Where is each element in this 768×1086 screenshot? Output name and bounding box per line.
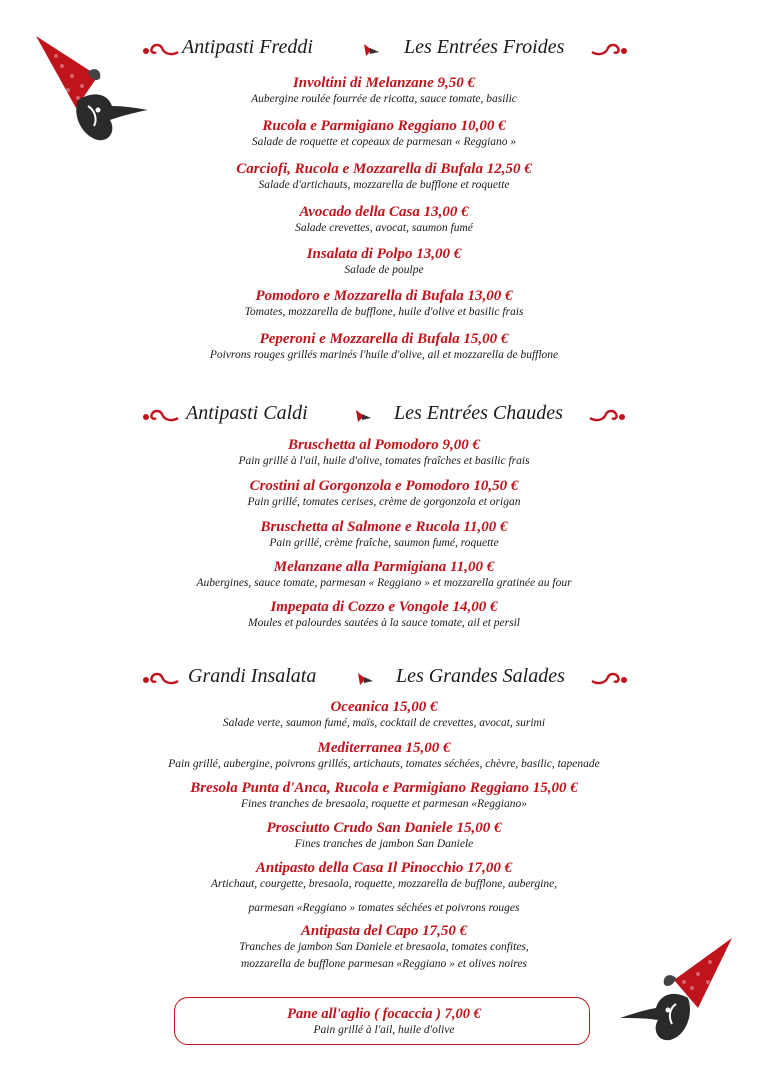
item-description: Tomates, mozzarella de bufflone, huile d'olive et basilic frais — [244, 306, 524, 318]
menu-item — [0, 436, 768, 468]
swirl-left-icon — [142, 408, 180, 424]
menu-item — [0, 598, 768, 630]
item-name: Peperoni e Mozzarella di Bufala 15,00 € — [259, 331, 509, 347]
item-description: Pain grillé à l'ail, huile d'olive, tomates fraîches et basilic frais — [238, 455, 530, 467]
item-description: Salade crevettes, avocat, saumon fumé — [295, 222, 473, 234]
item-name: Prosciutto Crudo San Daniele 15,00 € — [266, 820, 502, 836]
menu-item — [0, 558, 768, 590]
menu-item — [0, 859, 768, 915]
item-description: Aubergine roulée fourrée de ricotta, sauce tomate, basilic — [251, 93, 517, 105]
item-description: Poivrons rouges grillés marinés l'huile d'olive, ail et mozzarella de bufflone — [209, 349, 559, 361]
item-description-line2: parmesan «Reggiano » tomates séchées et poivrons rouges — [248, 902, 520, 914]
section-title-fr: Les Entrées Chaudes — [394, 402, 563, 424]
item-description: Pain grillé, crème fraîche, saumon fumé, roquette — [269, 537, 499, 549]
section-title-it: Grandi Insalata — [188, 665, 317, 687]
menu-item — [0, 245, 768, 277]
item-description: Pain grillé, tomates cerises, crème de gorgonzola et origan — [247, 496, 521, 508]
item-name: Bruschetta al Pomodoro 9,00 € — [287, 437, 481, 453]
swirl-right-icon — [588, 408, 626, 424]
section-header-grandi-insalata — [0, 665, 768, 695]
item-name: Pomodoro e Mozzarella di Bufala 13,00 € — [255, 288, 513, 304]
menu-item — [0, 477, 768, 509]
menu-item — [0, 819, 768, 851]
item-name: Oceanica 15,00 € — [330, 699, 438, 715]
item-description: Salade d'artichauts, mozzarella de bufflone et roquette — [258, 179, 510, 191]
menu-item — [0, 287, 768, 319]
item-name: Rucola e Parmigiano Reggiano 10,00 € — [262, 118, 506, 134]
item-description: Salade de poulpe — [344, 264, 424, 276]
small-pinocchio-icon — [356, 671, 374, 687]
item-name: Involtini di Melanzane 9,50 € — [292, 75, 476, 91]
item-name: Crostini al Gorgonzola e Pomodoro 10,50 € — [249, 478, 519, 494]
item-name: Antipasto della Casa Il Pinocchio 17,00 € — [255, 860, 513, 876]
menu-item — [0, 117, 768, 149]
item-description: Salade verte, saumon fumé, maïs, cocktail de crevettes, avocat, surimi — [222, 717, 546, 729]
item-description: Artichaut, courgette, bresaola, roquette, mozzarella de bufflone, aubergine, — [210, 878, 558, 890]
menu-item — [0, 698, 768, 730]
item-name: Mediterranea 15,00 € — [317, 740, 451, 756]
section-title-fr: Les Entrées Froides — [404, 36, 565, 58]
item-description: Pain grillé, aubergine, poivrons grillés, artichauts, tomates séchées, chèvre, basilic, tapenade — [168, 758, 600, 770]
item-description: Pain grillé à l'ail, huile d'olive — [313, 1024, 455, 1036]
menu-item — [0, 779, 768, 811]
item-description: Fines tranches de bresaola, roquette et parmesan «Reggiano» — [241, 798, 527, 810]
menu-item — [0, 330, 768, 362]
item-description: Tranches de jambon San Daniele et bresaola, tomates confites, — [239, 941, 529, 953]
menu-item — [0, 160, 768, 192]
item-name: Bruschetta al Salmone e Rucola 11,00 € — [260, 519, 508, 535]
item-name: Avocado della Casa 13,00 € — [299, 204, 469, 220]
swirl-left-icon — [142, 671, 180, 687]
section-title-it: Antipasti Freddi — [182, 36, 313, 58]
small-pinocchio-icon — [354, 408, 372, 424]
swirl-right-icon — [590, 671, 628, 687]
section-title-fr: Les Grandes Salades — [396, 665, 565, 687]
item-name: Melanzane alla Parmigiana 11,00 € — [273, 559, 495, 575]
item-name: Impepata di Cozzo e Vongole 14,00 € — [270, 599, 498, 615]
swirl-left-icon — [142, 42, 180, 58]
swirl-right-icon — [590, 42, 628, 58]
item-description-line2: mozzarella de bufflone parmesan «Reggiano » et olives noires — [241, 958, 527, 970]
item-name: Pane all'aglio ( focaccia ) 7,00 € — [287, 1006, 481, 1022]
menu-item — [0, 203, 768, 235]
item-description: Moules et palourdes sautées à la sauce tomate, ail et persil — [247, 617, 521, 629]
item-description: Aubergines, sauce tomate, parmesan « Reggiano » et mozzarella gratinée au four — [196, 577, 572, 589]
menu-item-bread — [0, 1005, 768, 1037]
item-description: Fines tranches de jambon San Daniele — [294, 838, 474, 850]
menu-item — [0, 922, 768, 971]
item-name: Insalata di Polpo 13,00 € — [306, 246, 462, 262]
small-pinocchio-icon — [362, 42, 380, 58]
item-name: Carciofi, Rucola e Mozzarella di Bufala 12,50 € — [236, 161, 532, 177]
menu-item — [0, 739, 768, 771]
menu-item — [0, 74, 768, 106]
menu-item — [0, 518, 768, 550]
section-header-antipasti-freddi — [0, 36, 768, 66]
item-description: Salade de roquette et copeaux de parmesan « Reggiano » — [251, 136, 517, 148]
section-title-it: Antipasti Caldi — [186, 402, 308, 424]
section-header-antipasti-caldi — [0, 402, 768, 432]
item-name: Antipasta del Capo 17,50 € — [300, 923, 468, 939]
item-name: Bresola Punta d'Anca, Rucola e Parmigiano Reggiano 15,00 € — [190, 780, 578, 796]
